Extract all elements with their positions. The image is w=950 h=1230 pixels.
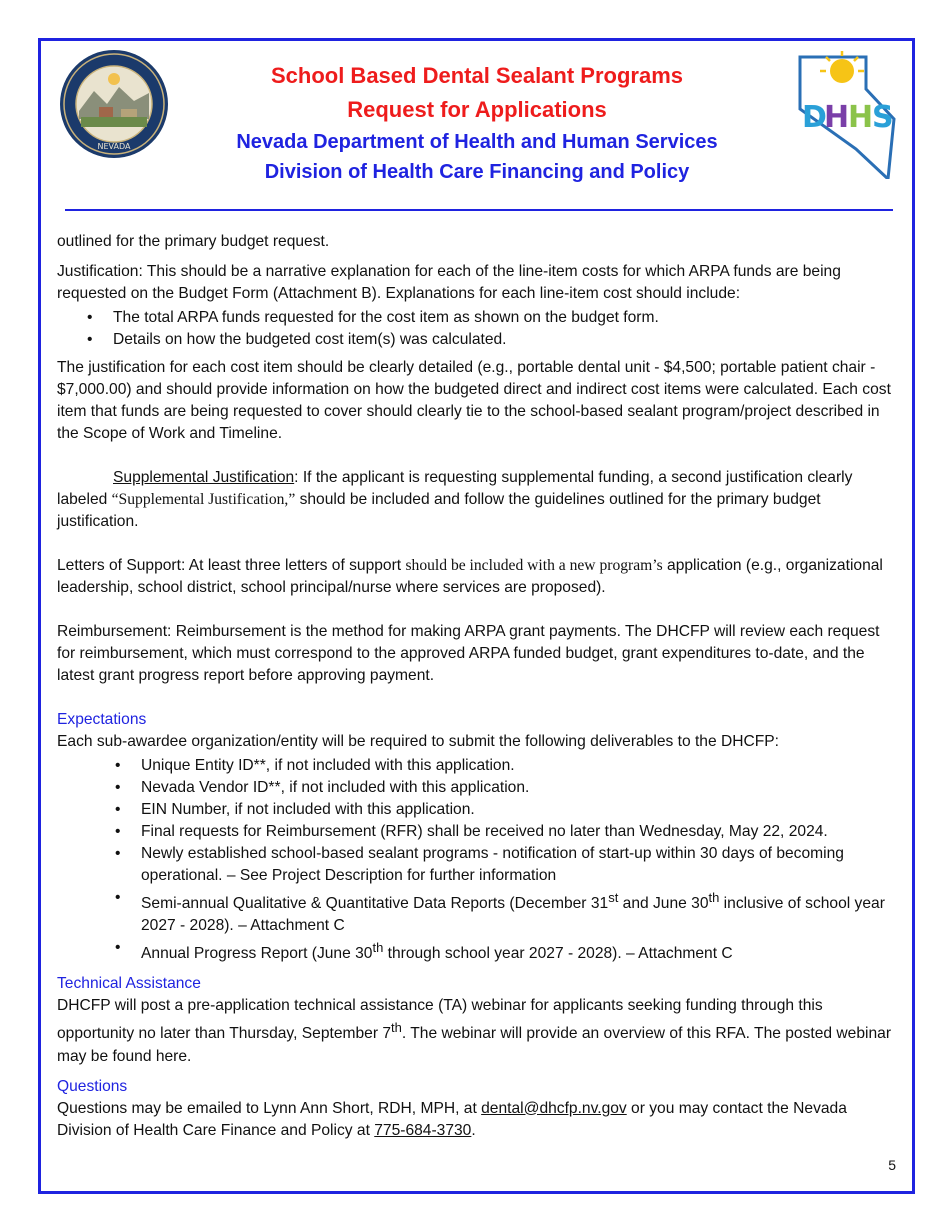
expectations-heading: Expectations xyxy=(57,711,147,728)
dhhs-logo xyxy=(796,49,896,179)
questions-heading: Questions xyxy=(57,1077,128,1095)
list-item: • Details on how the budgeted cost item(s) was calculated. xyxy=(57,329,897,351)
svg-text:S: S xyxy=(872,100,894,135)
title-line-4: Division of Health Care Financing and Policy xyxy=(264,161,690,183)
email-link[interactable]: dental@dhcfp.nv.gov xyxy=(481,1099,627,1117)
paragraph-justification-detail: The justification for each cost item should be clearly detailed (e.g., portable dental unit - $4,500; portable patient chair - $7,000.00) and should provide information on how the budgeted direct and indirect cost items were calculated. Each cost item that funds are being requested to cover should clearly tie to the school-based sealant program/project described in the Scope of Work and Timeline. xyxy=(57,359,891,442)
justification-list xyxy=(57,307,897,351)
list-item: • Semi-annual Qualitative & Quantitative Data Reports (December 31st and June 30th inclusive of school year 2027 - 2028). – Attachment C xyxy=(57,887,897,937)
svg-text:NEVADA: NEVADA xyxy=(97,142,131,151)
list-item: • The total ARPA funds requested for the cost item as shown on the budget form. xyxy=(57,307,897,329)
page-body xyxy=(57,231,897,1142)
paragraph-budget-continuation: outlined for the primary budget request. xyxy=(57,233,330,250)
list-item: • Newly established school-based sealant programs - notification of start-up within 30 days of becoming operational. – See Project Description for further information xyxy=(57,843,897,887)
svg-text:D: D xyxy=(802,100,827,135)
nevada-state-seal xyxy=(59,49,169,159)
paragraph-technical-assistance: DHCFP will post a pre-application technical assistance (TA) webinar for applicants seeking funding through this opportunity no later than Thursday, September 7th. The webinar will provide an overview of this RFA. The posted webinar may be found here. xyxy=(57,997,892,1065)
title-line-3: Nevada Department of Health and Human Services xyxy=(236,131,718,153)
list-item: • EIN Number, if not included with this application. xyxy=(57,799,897,821)
expectations-intro: Each sub-awardee organization/entity will be required to submit the following deliverables to the DHCFP: xyxy=(57,733,780,750)
paragraph-justification: Justification: This should be a narrative explanation for each of the line-item costs for which ARPA funds are being requested on the Budget Form (Attachment B). Explanations for each line-item cost should include: xyxy=(57,263,841,302)
page-number: 5 xyxy=(888,1157,896,1173)
svg-text:H: H xyxy=(824,100,850,135)
list-item: • Nevada Vendor ID**, if not included with this application. xyxy=(57,777,897,799)
paragraph-questions: Questions may be emailed to Lynn Ann Short, RDH, MPH, at dental@dhcfp.nv.gov or you may contact the Nevada Division of Health Care Finance and Policy at 775-684-3730. xyxy=(57,1099,847,1139)
technical-assistance-heading: Technical Assistance xyxy=(57,975,201,993)
paragraph-supplemental-justification: Supplemental Justification: If the applicant is requesting supplemental funding, a second justification clearly labeled “Supplemental Justification,” should be included and follow the guidelines outlined for the primary budget justification. xyxy=(57,469,853,530)
title-line-1: School Based Dental Sealant Programs xyxy=(270,63,684,88)
title-line-2: Request for Applications xyxy=(347,97,607,122)
paragraph-reimbursement: Reimbursement: Reimbursement is the method for making ARPA grant payments. The DHCFP will review each request for reimbursement, which must correspond to the approved ARPA funded budget, grant expenditures to-date, and the latest grant progress report before approving payment. xyxy=(57,623,880,684)
list-item: • Final requests for Reimbursement (RFR) shall be received no later than Wednesday, May 22, 2024. xyxy=(57,821,897,843)
header-divider xyxy=(65,209,893,211)
list-item: • Unique Entity ID**, if not included with this application. xyxy=(57,755,897,777)
expectations-list xyxy=(57,755,897,965)
supplemental-label: Supplemental Justification xyxy=(113,469,295,486)
svg-text:H: H xyxy=(848,100,874,135)
list-item: • Annual Progress Report (June 30th through school year 2027 - 2028). – Attachment C xyxy=(57,937,897,965)
page-frame xyxy=(38,38,915,1194)
phone-link[interactable]: 775-684-3730 xyxy=(374,1121,472,1139)
paragraph-letters-of-support: Letters of Support: At least three letters of support should be included with a new program’s application (e.g., organizational leadership, school district, school principal/nurse where services are proposed). xyxy=(57,557,883,596)
